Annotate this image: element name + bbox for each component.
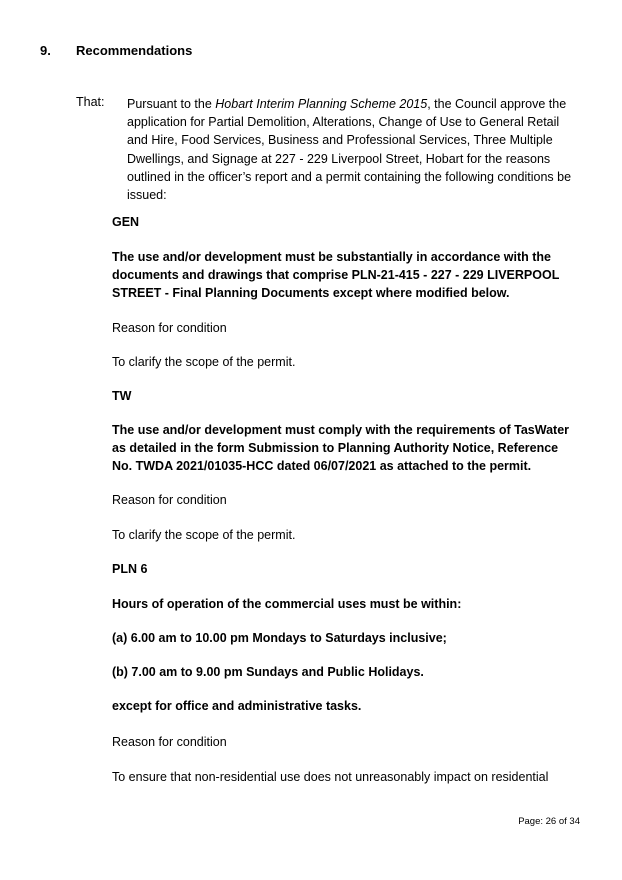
reason-label-pln6: Reason for condition — [112, 735, 227, 749]
reason-text-tw: To clarify the scope of the permit. — [112, 528, 296, 542]
scheme-name: Hobart Interim Planning Scheme 2015 — [215, 97, 428, 111]
section-number: 9. — [40, 43, 51, 58]
reason-label-tw: Reason for condition — [112, 493, 227, 507]
condition-code-pln6: PLN 6 — [112, 562, 148, 576]
reason-label-gen: Reason for condition — [112, 321, 227, 335]
condition-code-gen: GEN — [112, 215, 140, 229]
intro-paragraph — [127, 95, 572, 204]
intro-text-before: Pursuant to the — [127, 97, 216, 111]
that-label: That: — [76, 95, 105, 109]
condition-text-gen: The use and/or development must be substantially in accordance with the documents and drawings that comprise PLN-21-415 - 227 - 229 LIVERPOOL STREET - Final Planning Documents except where modified below. — [112, 250, 560, 301]
condition-item-a: (a) 6.00 am to 10.00 pm Mondays to Saturdays inclusive; — [112, 631, 447, 645]
condition-exception: except for office and administrative tasks. — [112, 699, 362, 713]
section-title: Recommendations — [76, 43, 193, 58]
condition-code-tw: TW — [112, 389, 132, 403]
reason-text-gen: To clarify the scope of the permit. — [112, 355, 296, 369]
condition-item-b: (b) 7.00 am to 9.00 pm Sundays and Public Holidays. — [112, 665, 424, 679]
reason-text-pln6: To ensure that non-residential use does not unreasonably impact on residential — [112, 770, 549, 784]
condition-text-pln6: Hours of operation of the commercial uses must be within: — [112, 597, 462, 611]
page-number: Page: 26 of 34 — [518, 816, 580, 827]
condition-text-tw: The use and/or development must comply with the requirements of TasWater as detailed in the form Submission to Planning Authority Notice, Reference No. TWDA 2021/01035-HCC dated 06/07/2021 as attached to the permit. — [112, 423, 570, 474]
intro-text-after: , the Council approve the application for Partial Demolition, Alterations, Change of Use to General Retail and Hire, Food Services, Business and Professional Services, Three Multiple Dwellings, and Signage at 227 - 229 Liverpool Street, Hobart for the reasons outlined in the officer’s report and a permit containing the following conditions be issued: — [127, 97, 572, 203]
